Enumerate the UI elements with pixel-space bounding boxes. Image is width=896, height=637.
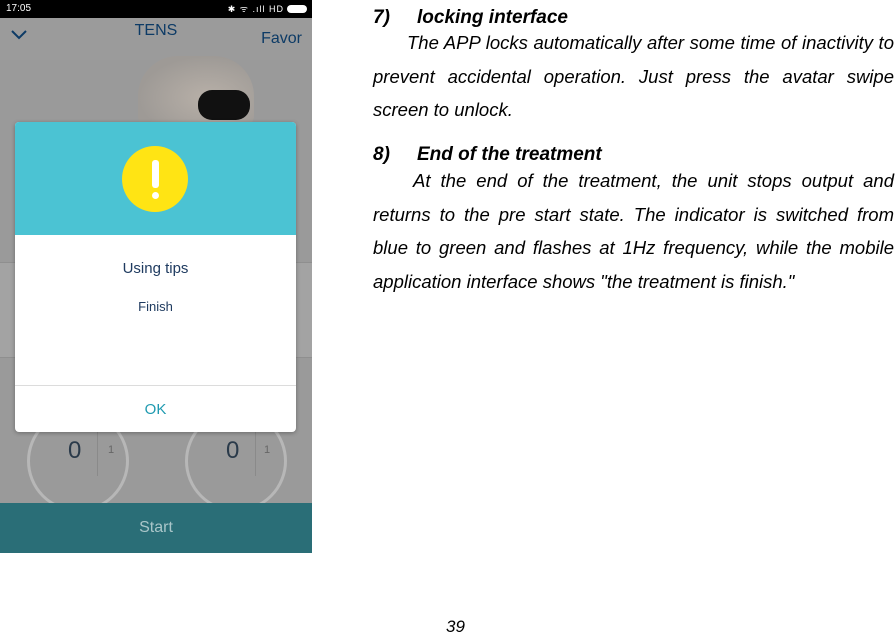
dial-left-sub: 1 — [108, 444, 115, 456]
section-8-number: 8) — [373, 144, 390, 165]
dial-left-value: 0 — [68, 437, 82, 464]
phone-screenshot — [0, 0, 312, 553]
dialog-title: Using tips — [122, 260, 189, 277]
dial-right-divider — [255, 430, 256, 476]
status-time: 17:05 — [6, 3, 32, 14]
section-7-title: locking interface — [417, 7, 568, 28]
favor-button[interactable]: Favor — [261, 30, 302, 47]
side-panel-right — [294, 262, 312, 358]
app-title: TENS — [134, 22, 178, 39]
ok-button[interactable]: OK — [144, 401, 167, 418]
status-bar — [0, 0, 312, 18]
dial-left-divider — [97, 430, 98, 476]
section-7-paragraph: The APP locks automatically after some time of inactivity to prevent accidental operation. Just press the avatar swipe screen to unlock. — [373, 32, 894, 120]
dial-right-sub: 1 — [264, 444, 271, 456]
tips-dialog — [15, 122, 296, 432]
section-8-title: End of the treatment — [417, 144, 602, 165]
section-8-paragraph: At the end of the treatment, the unit stops output and returns to the pre start state. The indicator is switched from blue to green and flashes at 1Hz frequency, while the mobile application interface shows "the treatment is finish." — [373, 170, 894, 292]
start-button[interactable]: Start — [0, 503, 312, 553]
page-number: 39 — [446, 617, 465, 636]
dialog-message: Finish — [138, 299, 173, 314]
dial-right-value: 0 — [226, 437, 240, 464]
section-8-heading — [373, 144, 602, 166]
electrode-image — [198, 90, 250, 120]
dialog-header — [15, 122, 296, 235]
app-bar — [0, 18, 312, 60]
warning-icon — [122, 146, 188, 212]
section-7-number: 7) — [373, 7, 390, 28]
battery-icon — [287, 5, 307, 13]
status-icons: ✱ ᯤ .ıll HD — [227, 4, 284, 14]
